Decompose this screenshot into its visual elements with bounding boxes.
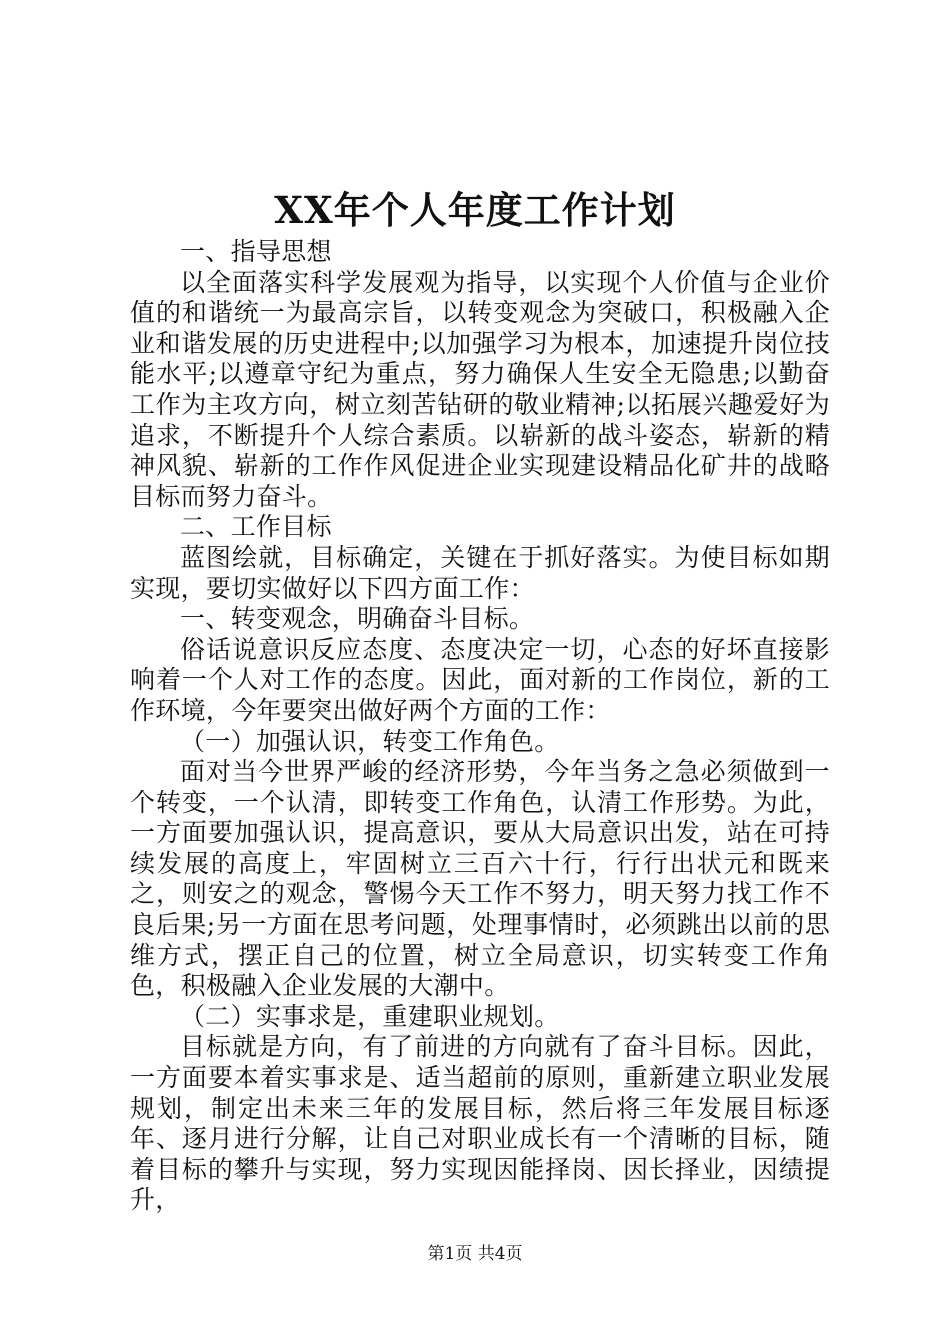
page-footer: 第1页 共4页 (427, 1244, 523, 1264)
heading-guiding-thought: 一、指导思想 (180, 237, 332, 266)
document-body (130, 237, 830, 1216)
paragraph: 俗话说意识反应态度、态度决定一切，心态的好坏直接影响着一个人对工作的态度。因此，面对新的工作岗位，新的工作环境，今年要突出做好两个方面的工作： (130, 634, 830, 725)
paragraph: 以全面落实科学发展观为指导，以实现个人价值与企业价值的和谐统一为最高宗旨，以转变观念为突破口，积极融入企业和谐发展的历史进程中;以加强学习为根本，加速提升岗位技能水平;以遵章守纪为重点，努力确保人生安全无隐患;以勤奋工作为主攻方向，树立刻苦钻研的敬业精神;以拓展兴趣爱好为追求，不断提升个人综合素质。以崭新的战斗姿态，崭新的精神风貌、崭新的工作作风促进企业实现建设精品化矿井的战略目标而努力奋斗。 (130, 267, 830, 511)
paragraph: 目标就是方向，有了前进的方向就有了奋斗目标。因此，一方面要本着实事求是、适当超前的原则，重新建立职业发展规划，制定出未来三年的发展目标，然后将三年发展目标逐年、逐月进行分解，让自己对职业成长有一个清晰的目标，随着目标的攀升与实现，努力实现因能择岗、因长择业，因绩提升， (130, 1032, 830, 1215)
subheading: 一、转变观念，明确奋斗目标。 (180, 604, 535, 634)
subheading: （二）实事求是，重建职业规划。 (180, 1001, 560, 1031)
paragraph: 蓝图绘就，目标确定，关键在于抓好落实。为使目标如期实现，要切实做好以下四方面工作： (130, 542, 830, 603)
subheading: （一）加强认识，转变工作角色。 (180, 726, 560, 756)
paragraph: 面对当今世界严峻的经济形势，今年当务之急必须做到一个转变，一个认清，即转变工作角色，认清工作形势。为此，一方面要加强认识，提高意识，要从大局意识出发，站在可持续发展的高度上，牢固树立三百六十行，行行出状元和既来之，则安之的观念，警惕今天工作不努力，明天努力找工作不良后果;另一方面在思考问题，处理事情时，必须跳出以前的思维方式，摆正自己的位置，树立全局意识，切实转变工作角色，积极融入企业发展的大潮中。 (130, 757, 830, 1001)
document-title: XX年个人年度工作计划 (274, 188, 676, 232)
heading-work-goals: 二、工作目标 (180, 512, 332, 542)
